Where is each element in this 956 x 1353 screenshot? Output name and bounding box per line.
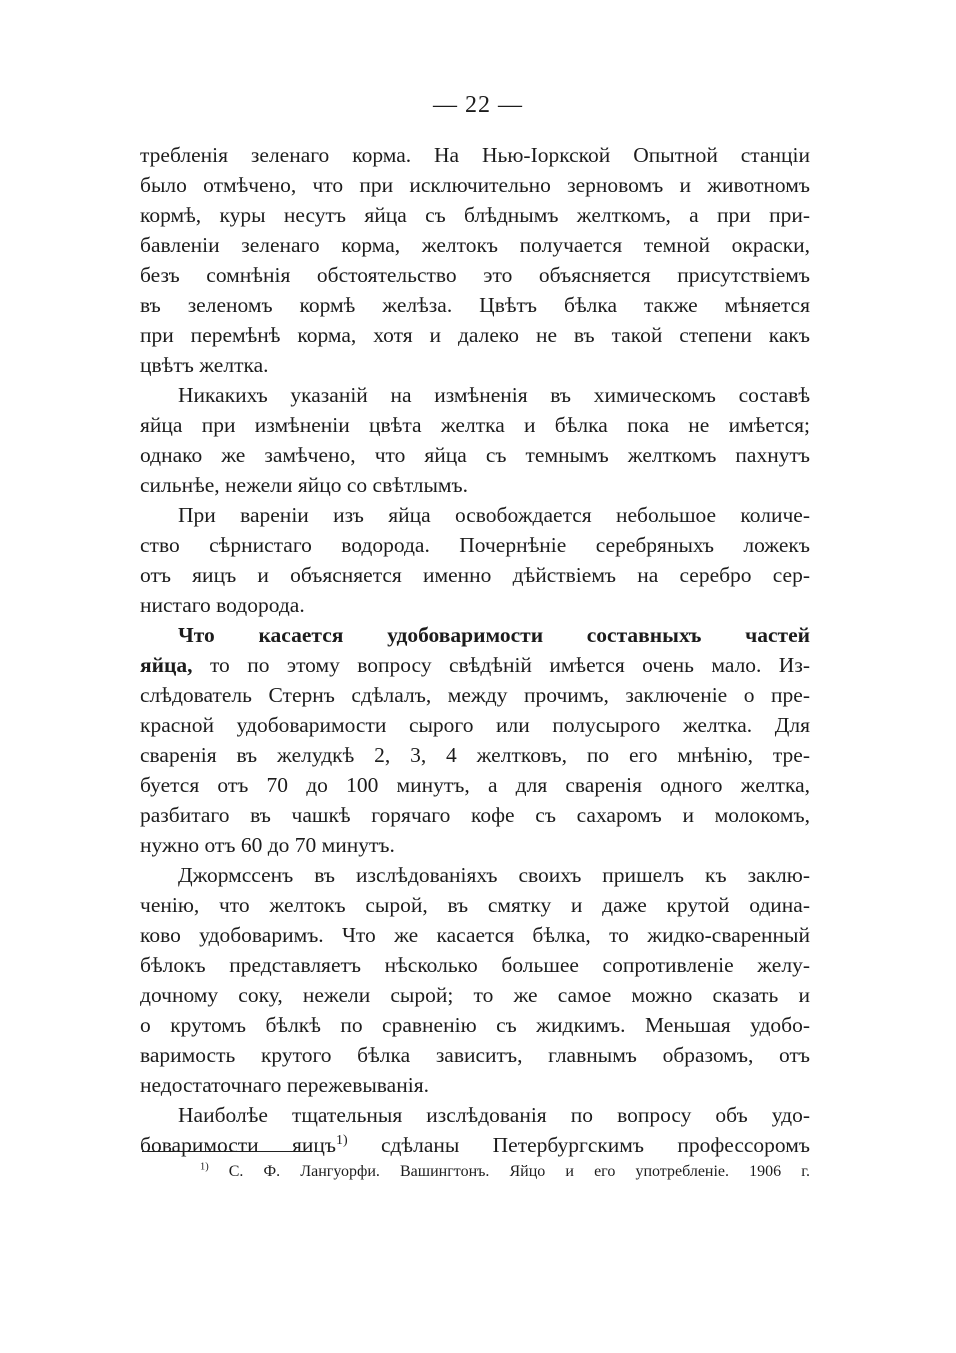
text-line: въ зеленомъ кормѣ желѣза. Цвѣтъ бѣлка также мѣняется [140,293,810,317]
footnote-text: С. Ф. Лангуорфи. Вашингтонъ. Яйцо и его употребленіе. 1906 г. [208,1163,810,1180]
text-line: бавленіи зеленаго корма, желтокъ получается темной окраски, [140,233,810,257]
footnote-divider [142,1151,312,1152]
text-line: ченію, что желтокъ сырой, въ смятку и даже крутой одина- [140,893,810,917]
paragraph-3 [140,500,810,620]
footnote [200,1160,810,1184]
text-line: слѣдователь Стернъ сдѣлалъ, между прочимъ, заключеніе о пре- [140,683,810,707]
footnote-reference[interactable]: 1) [336,1132,348,1148]
page-number: — 22 — [433,92,523,118]
text-line: о крутомъ бѣлкѣ по сравненію съ жидкимъ. Меньшая удобо- [140,1013,810,1037]
bold-lead-word: яйца, [140,653,193,677]
text-span: то по этому вопросу свѣдѣній имѣется очень мало. Из- [192,653,810,677]
text-line: бѣлокъ представляетъ нѣсколько большее сопротивленіе желу- [140,953,810,977]
text-line: буется отъ 70 до 100 минутъ, а для сваренія одного желтка, [140,773,810,797]
paragraph-5 [140,860,810,1100]
text-line: недостаточнаго пережевыванія. [140,1073,429,1097]
text-line: яйца при измѣненіи цвѣта желтка и бѣлка пока не имѣется; [140,413,810,437]
text-line: варимость крутого бѣлка зависитъ, главнымъ образомъ, отъ [140,1043,810,1067]
text-line: требленія зеленаго корма. На Нью-Іоркской Опытной станціи [140,143,810,167]
text-span: боваримости яицъ [140,1133,337,1157]
text-line: сильнѣе, нежели яйцо со свѣтлымъ. [140,473,469,497]
text-line: сваренія въ желудкѣ 2, 3, 4 желтковъ, по его мнѣнію, тре- [140,743,810,767]
text-line: было отмѣчено, что при исключительно зерновомъ и животномъ [140,173,810,197]
text-line: ство сѣрнистаго водорода. Почернѣніе серебряныхъ ложекъ [140,533,810,557]
text-line: Никакихъ указаній на измѣненія въ химическомъ составѣ [178,383,810,407]
paragraph-2 [140,380,810,500]
text-line [140,1130,810,1160]
paragraph-1 [140,140,810,380]
text-line: Джормссенъ въ изслѣдованіяхъ своихъ пришелъ къ заклю- [178,863,810,887]
text-line: кормѣ, куры несутъ яйца съ блѣднымъ желткомъ, а при при- [140,203,810,227]
text-line: нужно отъ 60 до 70 минутъ. [140,833,395,857]
text-line: безъ сомнѣнія обстоятельство это объясняется присутствіемъ [140,263,810,287]
text-line: однако же замѣчено, что яйца съ темнымъ желткомъ пахнутъ [140,443,810,467]
text-line: при перемѣнѣ корма, хотя и далеко не въ такой степени какъ [140,323,810,347]
body-text [140,140,810,1160]
text-line: разбитаго въ чашкѣ горячаго кофе съ сахаромъ и молокомъ, [140,803,810,827]
text-line: красной удобоваримости сырого или полусырого желтка. Для [140,713,810,737]
text-line: нистаго водорода. [140,593,305,617]
text-line: При вареніи изъ яйца освобождается небольшое количе- [178,503,810,527]
footnote-marker: 1) [200,1161,209,1173]
text-line: цвѣтъ желтка. [140,353,269,377]
text-span: сдѣланы Петербургскимъ профессоромъ [347,1133,810,1157]
paragraph-4 [140,620,810,860]
text-line: отъ яицъ и объясняется именно дѣйствіемъ на серебро сер- [140,563,810,587]
text-line: Наиболѣе тщательныя изслѣдованія по вопросу объ удо- [178,1103,810,1127]
text-line [140,650,810,680]
bold-heading-line: Что касается удобоваримости составныхъ частей [178,623,810,647]
text-line: дочному соку, нежели сырой; то же самое можно сказать и [140,983,810,1007]
text-line: ково удобоваримъ. Что же касается бѣлка, то жидко-сваренный [140,923,810,947]
